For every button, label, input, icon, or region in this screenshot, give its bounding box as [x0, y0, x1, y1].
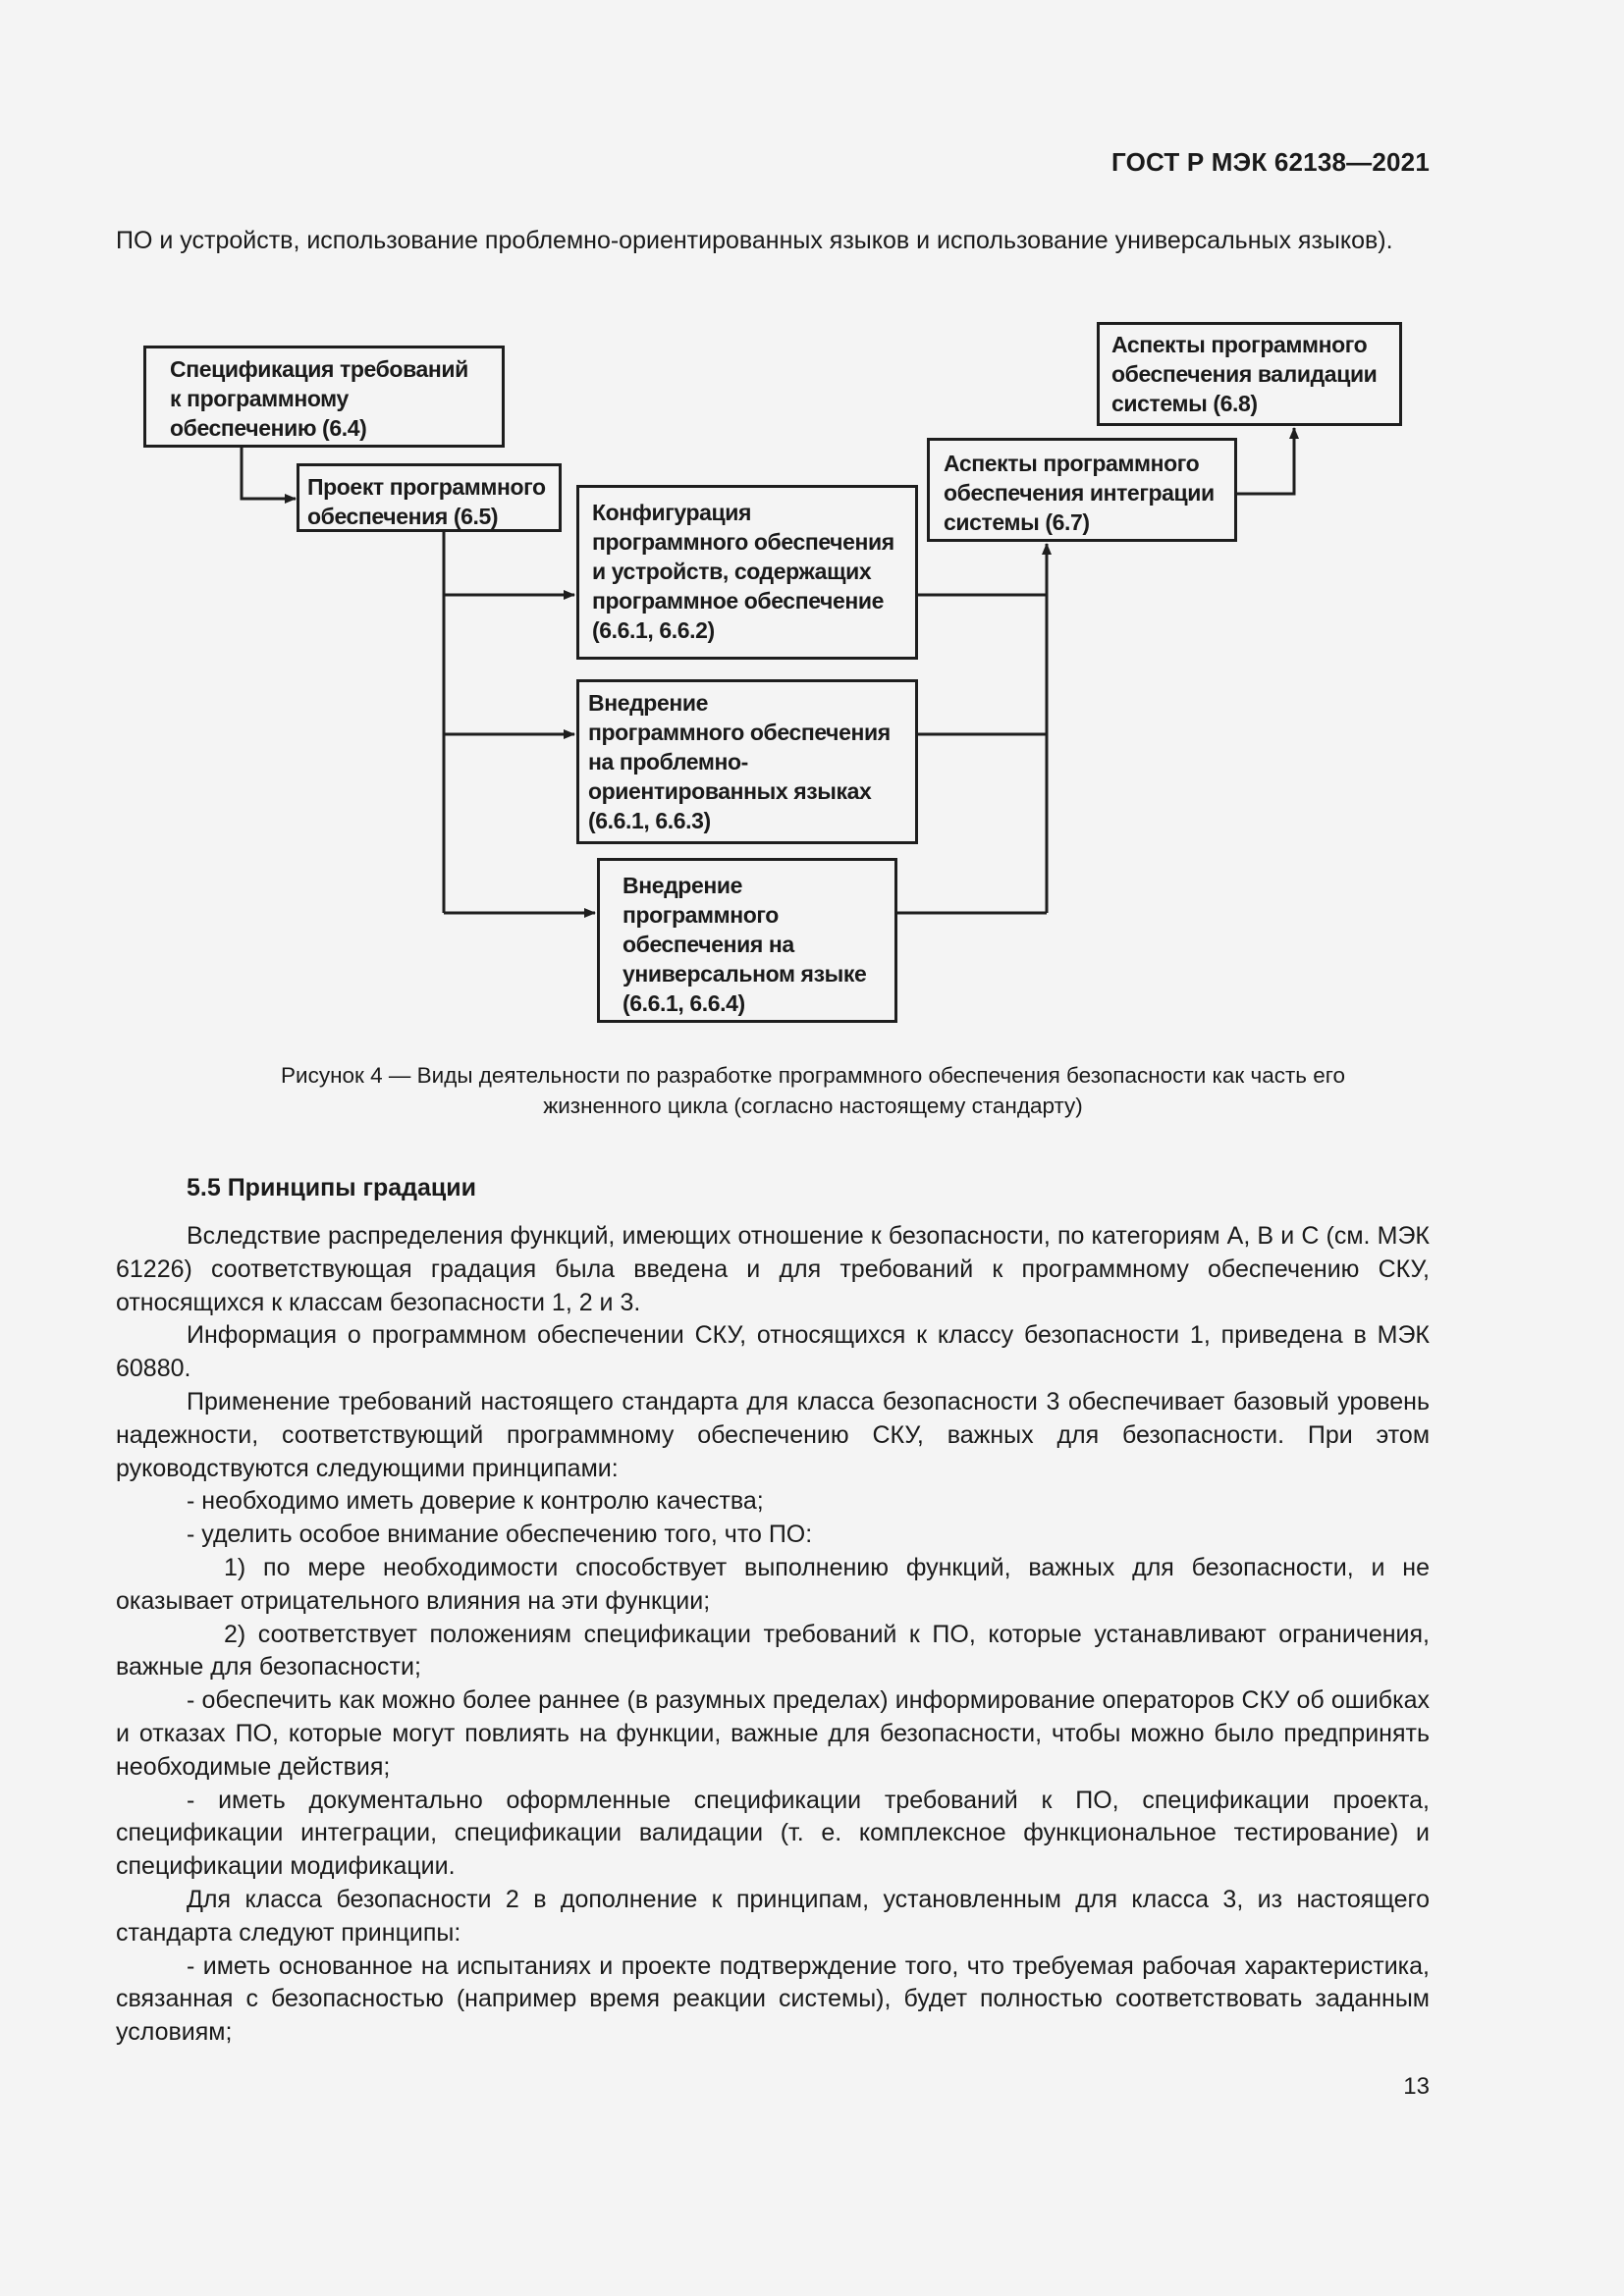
sub-list-item: 2) соответствует положениям спецификации требований к ПО, которые устанавливают ограничения, важные для безопасности; [116, 1620, 1430, 1682]
document-header: ГОСТ Р МЭК 62138—2021 [1110, 147, 1430, 177]
sub-list-item: 1) по мере необходимости способствует выполнению функций, важных для безопасности, и не оказывает отрицательного влияния на эти функции; [116, 1553, 1430, 1615]
section-body [116, 1220, 1430, 2050]
box-requirements-spec: Спецификация требований к программному обеспечению (6.4) [143, 346, 505, 448]
section-title: 5.5 Принципы градации [187, 1174, 477, 1201]
box-system-integration: Аспекты программного обеспечения интеграции системы (6.7) [927, 438, 1237, 542]
box-software-project: Проект программного обеспечения (6.5) [297, 463, 562, 532]
box-implementation-problem-oriented: Внедрение программного обеспечения на проблемно- ориентированных языках (6.6.1, 6.6.3) [576, 679, 918, 844]
paragraph: Информация о программном обеспечении СКУ, относящихся к классу безопасности 1, приведена в МЭК 60880. [116, 1321, 1430, 1383]
paragraph: Вследствие распределения функций, имеющих отношение к безопасности, по категориям A, B и C (см. МЭК 61226) соответствующая градация была введена и для требований к программному обеспечению СКУ, относящихся к классам безопасности 1, 2 и 3. [116, 1222, 1430, 1316]
arrow-integration-to-validation [1235, 428, 1294, 494]
list-item: - обеспечить как можно более раннее (в разумных пределах) информирование операторов СКУ об ошибках и отказах ПО, которые могут повлиять на функции, важные для безопасности, чтобы можно было предпринять необходимые действия; [116, 1686, 1430, 1781]
paragraph: Применение требований настоящего стандарта для класса безопасности 3 обеспечивает базовый уровень надежности, соответствующий программному обеспечению СКУ, важных для безопасности. При этом руководствуются следующими принципами: [116, 1387, 1430, 1482]
arrow-spec-to-project [242, 446, 296, 499]
figure-caption: Рисунок 4 — Виды деятельности по разработке программного обеспечения безопасности как часть его жизненного цикла (согласно настоящему стандарту) [281, 1063, 1345, 1118]
list-item: - иметь документально оформленные спецификации требований к ПО, спецификации проекта, спецификации интеграции, спецификации валидации (т. е. комплексное функциональное тестирование) и спецификации модификации. [116, 1786, 1430, 1881]
list-item: - иметь основанное на испытаниях и проекте подтверждение того, что требуемая рабочая характеристика, связанная с безопасностью (например время реакции системы), будет полностью соответствовать заданным условиям; [116, 1951, 1430, 2047]
box-configuration: Конфигурация программного обеспечения и устройств, содержащих программное обеспечение (6.6.1, 6.6.2) [576, 485, 918, 660]
box-system-validation: Аспекты программного обеспечения валидации системы (6.8) [1097, 322, 1402, 426]
box-implementation-universal: Внедрение программного обеспечения на универсальном языке (6.6.1, 6.6.4) [597, 858, 897, 1023]
list-item: - уделить особое внимание обеспечению того, что ПО: [187, 1521, 813, 1549]
page-number: 13 [1403, 2073, 1430, 2100]
intro-paragraph: ПО и устройств, использование проблемно-ориентированных языков и использование универсальных языков). [116, 227, 1393, 254]
lifecycle-diagram [0, 0, 1624, 1060]
paragraph: Для класса безопасности 2 в дополнение к принципам, установленным для класса 3, из настоящего стандарта следуют принципы: [116, 1885, 1430, 1947]
list-item: - необходимо иметь доверие к контролю качества; [187, 1487, 764, 1516]
